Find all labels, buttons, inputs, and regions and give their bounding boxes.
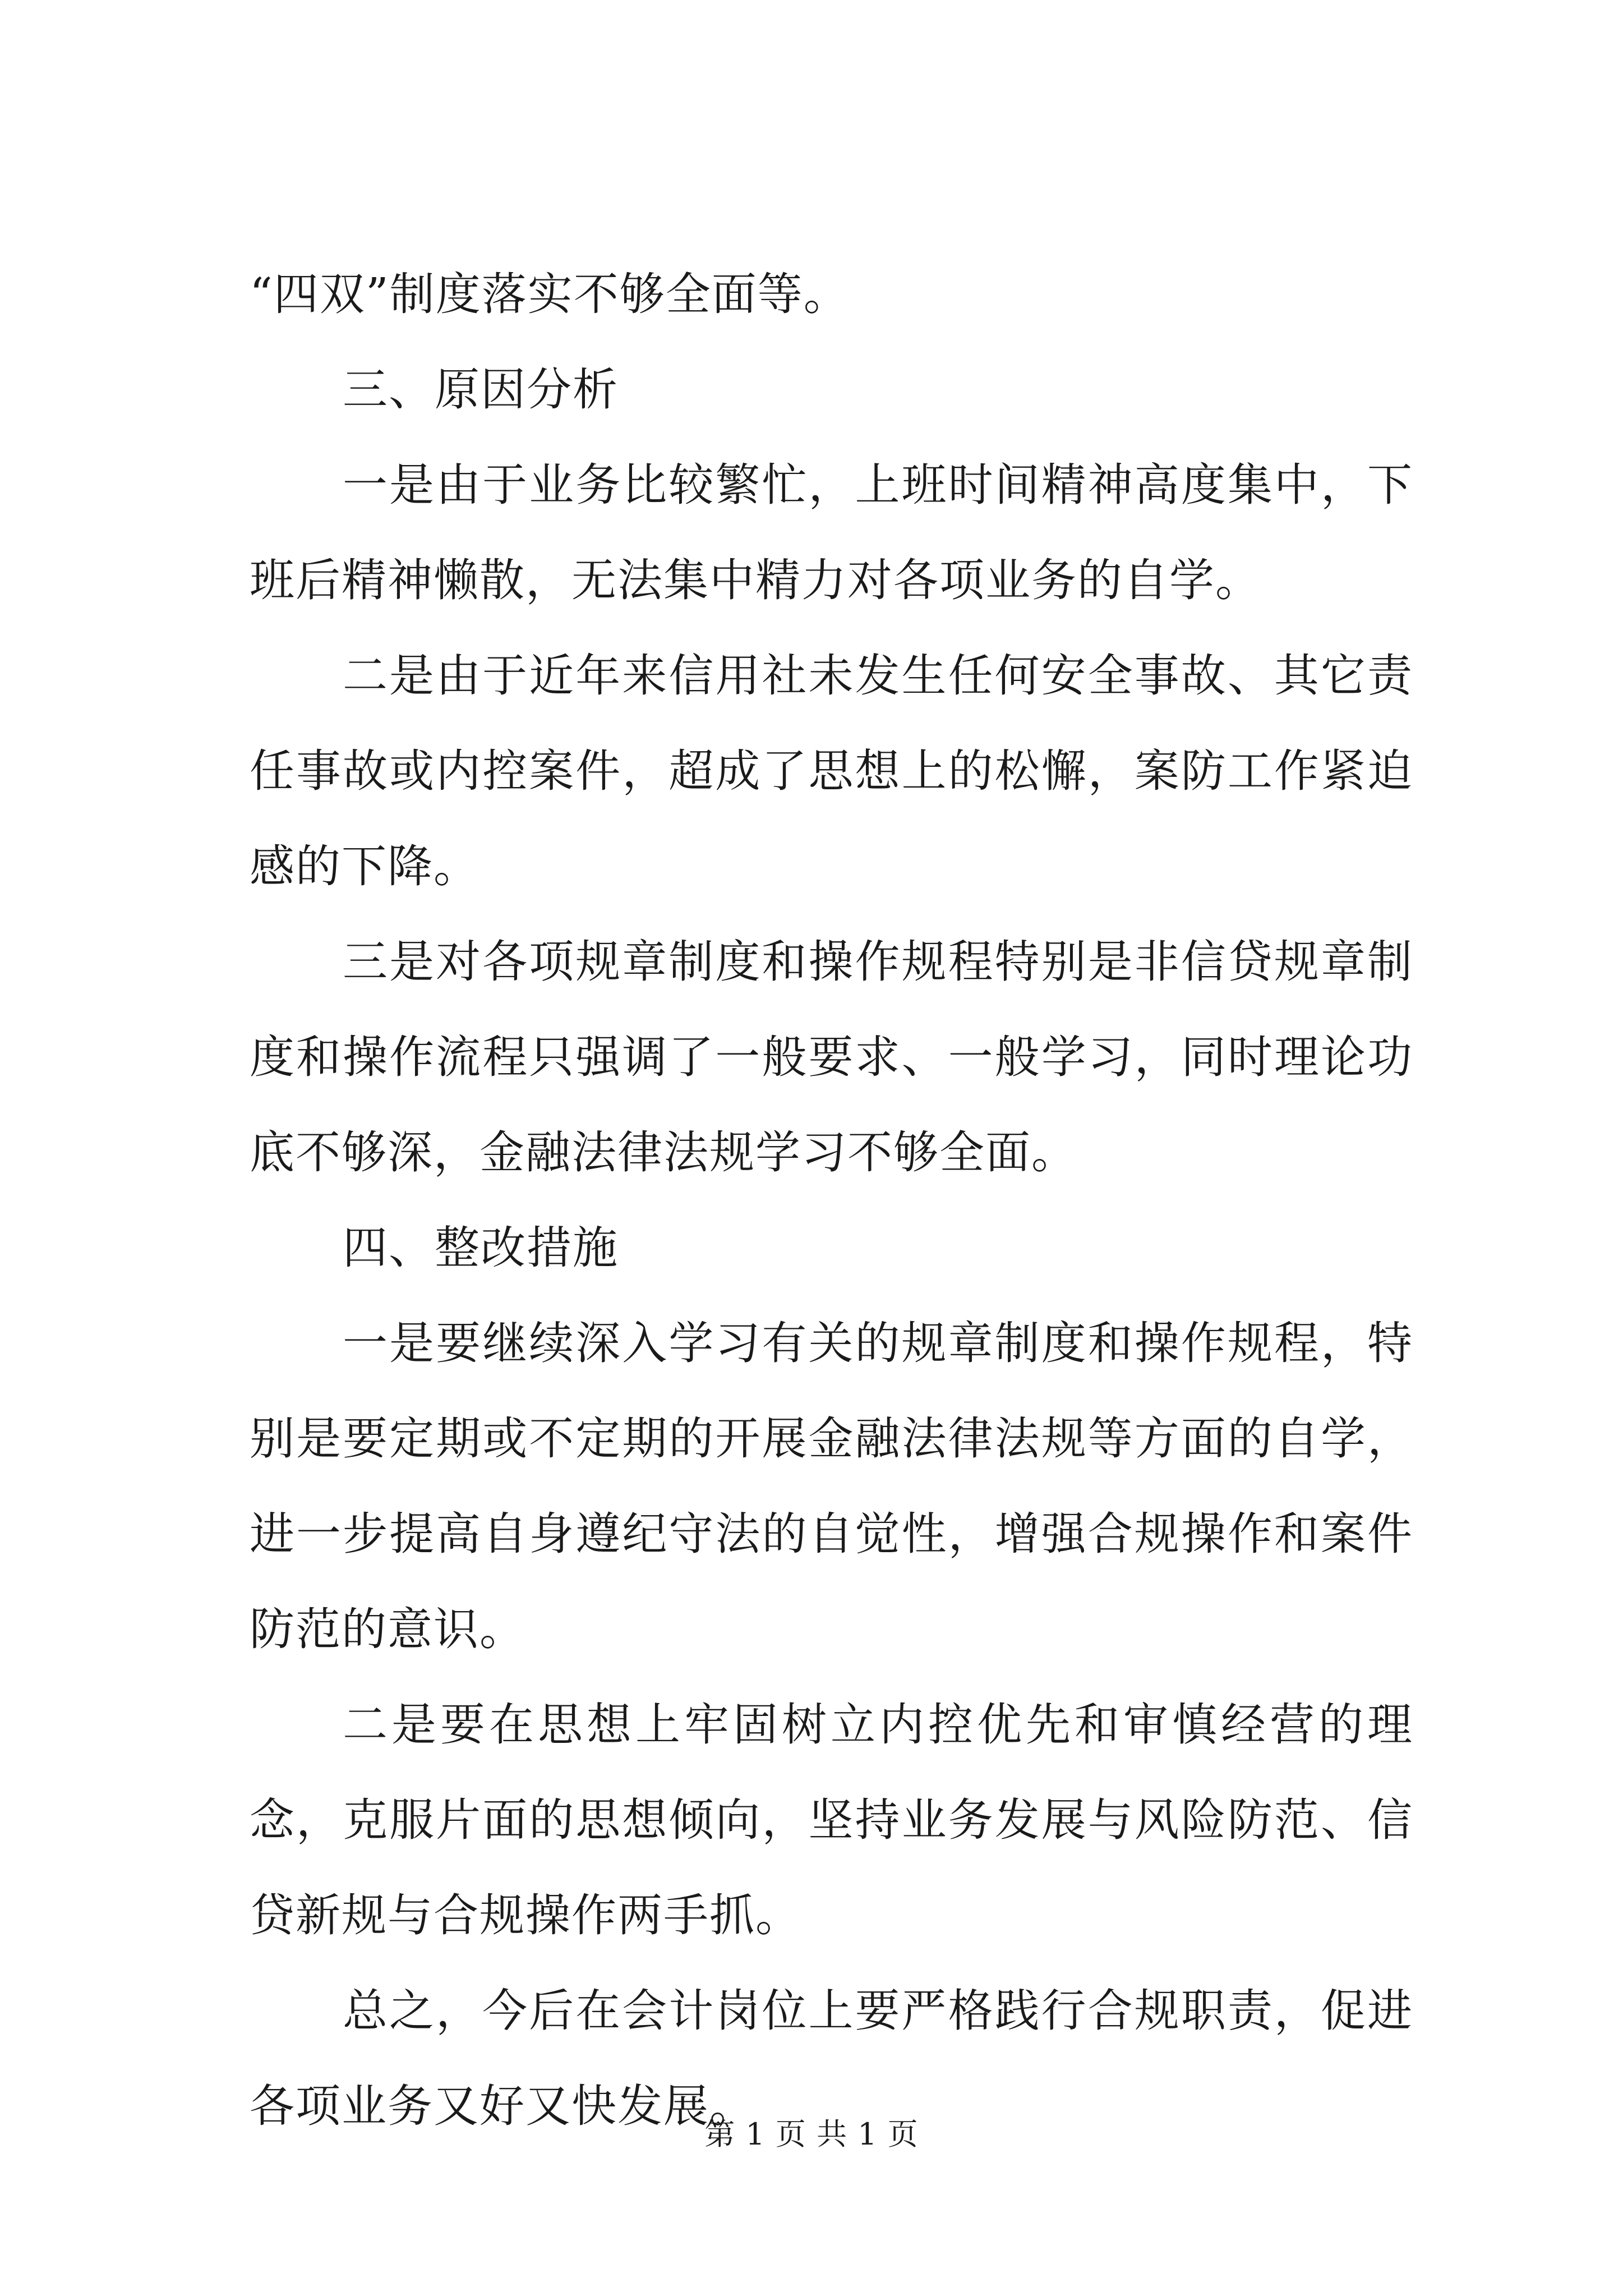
paragraph-cause-3: 三是对各项规章制度和操作规程特别是非信贷规章制度和操作流程只强调了一般要求、一般学习，同时理论功底不够深，金融法律法规学习不够全面。: [250, 936, 1413, 1179]
paragraph-measure-2: 二是要在思想上牢固树立内控优先和审慎经营的理念，克服片面的思想倾向，坚持业务发展与风险防范、信贷新规与合规操作两手抓。: [250, 1699, 1413, 1941]
paragraph-measure-1: 一是要继续深入学习有关的规章制度和操作规程，特别是要定期或不定期的开展金融法律法规等方面的自学，进一步提高自身遵纪守法的自觉性，增强合规操作和案件防范的意识。: [250, 1317, 1413, 1655]
section-heading-cause-analysis: 三、原因分析: [343, 364, 619, 416]
paragraph-conclusion: 总之，今后在会计岗位上要严格践行合规职责，促进各项业务又好又快发展。: [250, 1985, 1413, 2132]
paragraph-continuation: “四双”制度落实不够全面等。: [250, 268, 850, 320]
page-footer: 第 1 页 共 1 页: [704, 2116, 919, 2152]
section-heading-rectification: 四、整改措施: [343, 1222, 619, 1274]
paragraph-cause-2: 二是由于近年来信用社未发生任何安全事故、其它责任事故或内控案件，超成了思想上的松懈，案防工作紧迫感的下降。: [250, 650, 1413, 892]
paragraph-cause-1: 一是由于业务比较繁忙，上班时间精神高度集中，下班后精神懒散，无法集中精力对各项业务的自学。: [250, 459, 1413, 606]
document-body: [250, 247, 1413, 2154]
